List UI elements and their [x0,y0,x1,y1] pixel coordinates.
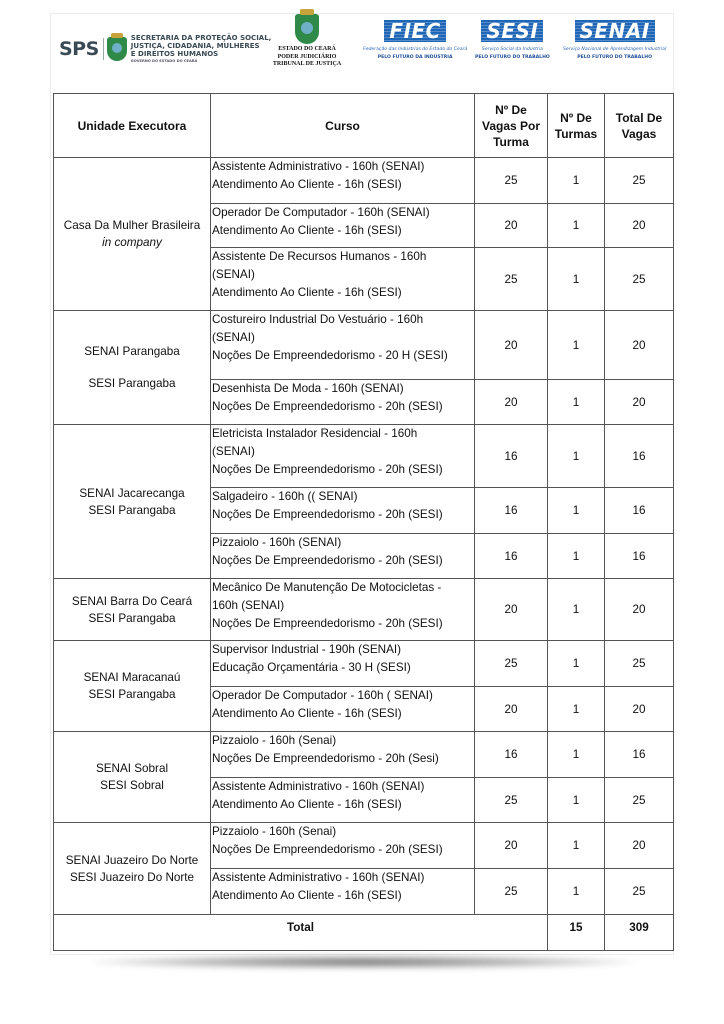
course-cell [211,248,475,311]
header-line: Turmas [554,126,598,141]
ceara-crest-icon [107,37,127,61]
fiec-subtitle: Federação das Indústrias do Estado do Ceará [363,47,468,52]
course-line: Atendimento Ao Cliente - 16h (SESI) [212,286,402,299]
unit-cell [54,311,211,425]
vagas-cell: 25 [475,869,548,915]
unit-name: SESI Sobral [100,779,164,792]
table-row [54,579,674,641]
turmas-cell: 1 [548,311,605,380]
table-row [54,425,674,488]
tribunal-line: PODER JUDICIÁRIO [277,53,337,60]
course-line: 160h (SENAI) [212,599,285,612]
sps-line: SECRETARIA DA PROTEÇÃO SOCIAL, [130,34,272,42]
header-curso: Curso [211,94,475,158]
total-cell: 20 [605,380,674,425]
vagas-cell: 25 [475,778,548,823]
header-line: Turma [493,134,529,149]
senai-wordmark: SENAI [575,20,655,42]
total-cell: 16 [605,425,674,488]
vagas-cell: 16 [475,488,548,534]
senai-tagline: PELO FUTURO DO TRABALHO [577,55,653,60]
course-line: Mecânico De Manutenção De Motocicletas - [212,581,442,594]
course-cell [211,311,475,380]
vagas-cell: 16 [475,425,548,488]
course-line: Assistente De Recursos Humanos - 160h [212,250,427,263]
turmas-cell: 1 [548,158,605,204]
unit-name: SENAI Maracanaú [83,671,181,684]
unit-cell [54,641,211,732]
total-vagas: 309 [605,915,674,951]
course-line: Noções De Empreendedorismo - 20h (SESI) [212,554,443,567]
fiec-tagline: PELO FUTURO DA INDÚSTRIA [377,55,453,60]
course-line: Atendimento Ao Cliente - 16h (SESI) [212,178,402,191]
total-cell: 20 [605,687,674,732]
unit-name: SENAI Barra Do Ceará [71,594,193,608]
total-cell: 20 [605,204,674,248]
fiec-wordmark: FIEC [384,20,445,42]
course-line: Operador De Computador - 160h (SENAI) [212,206,430,219]
course-cell [211,425,475,488]
sps-divider [103,38,104,60]
sps-line: E DIREITOS HUMANOS [130,50,219,58]
fiec-logo [363,20,467,60]
unit-cell [54,425,211,579]
unit-name: SESI Juazeiro Do Norte [69,870,195,884]
header-vagas-por-turma [475,94,548,158]
turmas-cell: 1 [548,823,605,869]
course-line: Assistente Administrativo - 160h (SENAI) [212,780,425,793]
turmas-cell: 1 [548,488,605,534]
senai-logo [563,20,666,60]
table-row [54,158,674,204]
course-line: Pizzaiolo - 160h (Senai) [212,825,337,838]
unit-name: SESI Parangaba [88,377,176,390]
course-line: Atendimento Ao Cliente - 16h (SESI) [212,224,402,237]
turmas-cell: 1 [548,534,605,579]
unit-cell [54,579,211,641]
unit-note: in company [102,236,162,249]
total-cell: 25 [605,778,674,823]
course-line: Eletricista Instalador Residencial - 160h [212,427,418,440]
course-line: Assistente Administrativo - 160h (SENAI) [212,160,425,173]
course-cell [211,778,475,823]
unit-name: SENAI Juazeiro Do Norte [65,853,199,867]
course-line: Pizzaiolo - 160h (SENAI) [212,536,342,549]
course-cell [211,534,475,579]
sps-government: GOVERNO DO ESTADO DO CEARÁ [130,59,198,63]
total-label: Total [54,915,548,951]
course-cell [211,204,475,248]
vagas-cell: 20 [475,204,548,248]
course-cell [211,687,475,732]
sesi-logo [475,20,550,60]
sesi-wordmark: SESI [481,20,543,42]
course-line: Desenhista De Moda - 160h (SENAI) [212,382,404,395]
header-unidade: Unidade Executora [54,94,211,158]
vagas-cell: 16 [475,732,548,778]
vagas-cell: 25 [475,158,548,204]
tribunal-line: TRIBUNAL DE JUSTIÇA [272,61,342,67]
course-line: Atendimento Ao Cliente - 16h (SESI) [212,889,402,902]
table-header-row [54,94,674,158]
sps-acronym: SPS [59,38,99,60]
turmas-cell: 1 [548,869,605,915]
vagas-cell: 20 [475,687,548,732]
turmas-cell: 1 [548,425,605,488]
header-turmas [548,94,605,158]
courses-table [53,93,674,951]
total-cell: 25 [605,158,674,204]
unit-name: Casa Da Mulher Brasileira [63,219,201,232]
course-line: Noções De Empreendedorismo - 20h (SESI) [212,400,443,413]
table-row [54,823,674,869]
total-cell: 20 [605,311,674,380]
course-line: Pizzaiolo - 160h (Senai) [212,734,337,747]
turmas-cell: 1 [548,579,605,641]
total-cell: 16 [605,732,674,778]
unit-name: SENAI Parangaba [84,345,180,358]
tribunal-logo [267,14,347,69]
vagas-cell: 20 [475,311,548,380]
total-cell: 25 [605,641,674,687]
total-cell: 20 [605,823,674,869]
sesi-tagline: PELO FUTURO DO TRABALHO [475,55,550,60]
course-line: Noções De Empreendedorismo - 20 H (SESI) [212,349,448,362]
course-cell [211,641,475,687]
course-line: Operador De Computador - 160h ( SENAI) [212,689,433,702]
total-cell: 25 [605,869,674,915]
course-cell [211,579,475,641]
course-cell [211,380,475,425]
course-cell [211,488,475,534]
course-cell [211,869,475,915]
table-row [54,641,674,687]
table-body [54,158,674,915]
course-line: Atendimento Ao Cliente - 16h (SESI) [212,798,402,811]
vagas-cell: 20 [475,380,548,425]
total-row [54,915,674,951]
turmas-cell: 1 [548,380,605,425]
course-line: Noções De Empreendedorismo - 20h (SESI) [212,617,443,630]
course-line: (SENAI) [212,331,255,344]
vagas-cell: 20 [475,823,548,869]
unit-name: SESI Parangaba [88,503,176,517]
unit-cell [54,823,211,915]
course-line: Atendimento Ao Cliente - 16h (SESI) [212,707,402,720]
course-cell [211,823,475,869]
table-row [54,732,674,778]
unit-name: SESI Parangaba [88,611,176,625]
header-line: Nº De [560,110,592,125]
header-line: Total De [615,110,663,125]
total-cell: 16 [605,534,674,579]
tribunal-line: ESTADO DO CEARÁ [278,46,336,52]
page-shadow [90,955,635,969]
turmas-cell: 1 [548,248,605,311]
unit-name: SESI Parangaba [88,688,176,701]
course-cell [211,732,475,778]
course-line: Noções De Empreendedorismo - 20h (Sesi) [212,752,439,765]
vagas-cell: 25 [475,248,548,311]
table-row [54,311,674,380]
course-line: Noções De Empreendedorismo - 20h (SESI) [212,508,443,521]
unit-name: SENAI Jacarecanga [79,486,185,500]
header-line: Vagas Por [481,118,541,133]
senai-subtitle: Serviço Nacional de Aprendizagem Industrial [563,47,667,52]
sesi-subtitle: Serviço Social da Indústria [481,47,543,52]
sps-line: JUSTIÇA, CIDADANIA, MULHERES [130,42,260,50]
unit-cell [54,732,211,823]
course-line: (SENAI) [212,268,255,281]
total-turmas: 15 [548,915,605,951]
total-cell: 16 [605,488,674,534]
total-cell: 25 [605,248,674,311]
turmas-cell: 1 [548,778,605,823]
vagas-cell: 16 [475,534,548,579]
course-cell [211,158,475,204]
sps-logo [59,34,271,64]
unit-name: SENAI Sobral [95,762,169,775]
course-line: Supervisor Industrial - 190h (SENAI) [212,643,402,656]
header-line: Nº De [495,102,527,117]
tribunal-crest-icon [295,14,319,44]
turmas-cell: 1 [548,641,605,687]
total-cell: 20 [605,579,674,641]
course-line: Salgadeiro - 160h (( SENAI) [212,490,358,503]
course-line: (SENAI) [212,445,255,458]
course-line: Noções De Empreendedorismo - 20h (SESI) [212,463,443,476]
unit-cell [54,158,211,311]
vagas-cell: 20 [475,579,548,641]
course-line: Assistente Administrativo - 160h (SENAI) [212,871,425,884]
header-total-vagas [605,94,674,158]
header-line: Vagas [621,126,657,141]
vagas-cell: 25 [475,641,548,687]
course-line: Costureiro Industrial Do Vestuário - 160h [212,313,424,326]
turmas-cell: 1 [548,204,605,248]
course-line: Educação Orçamentária - 30 H (SESI) [212,661,411,674]
course-line: Noções De Empreendedorismo - 20h (SESI) [212,843,443,856]
turmas-cell: 1 [548,687,605,732]
header-logos [55,14,670,78]
turmas-cell: 1 [548,732,605,778]
